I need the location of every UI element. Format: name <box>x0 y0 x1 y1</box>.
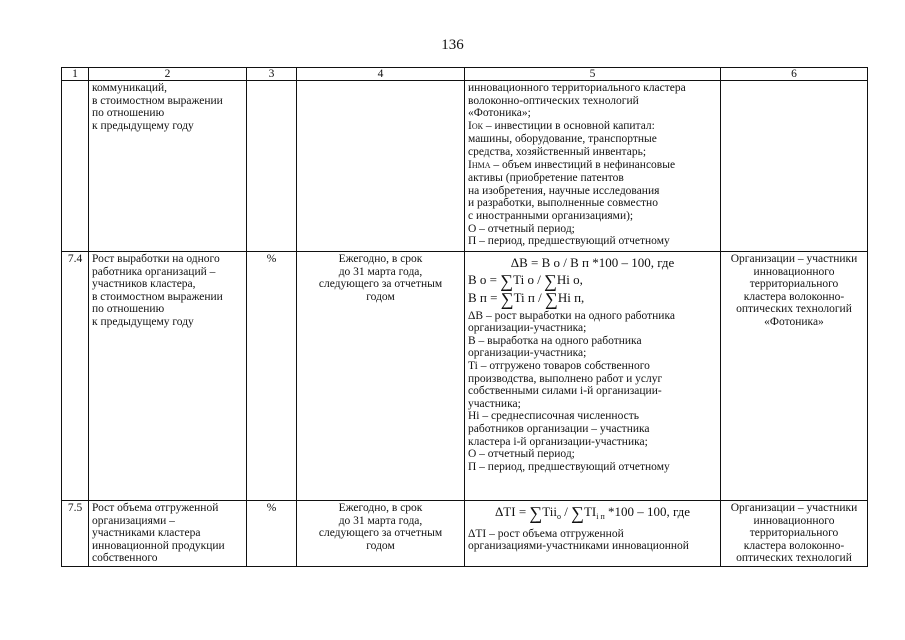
cell-unit: % <box>247 501 297 567</box>
cell-method: инновационного территориального кластера волоконно-оптических технологий «Фотоника»; IОК – инвестиции в основной капитал: машины, оборудование, транспортные средства, хозяйственный инвентарь; IНМА – объем инвестиций в нефинансовые активы (приобретение патентов на изобретения, научные исследования и разработки, выполненные совместно с иностранными организациями); О – отчетный период; П – период, предшествующий отчетному <box>465 81 721 252</box>
cell-unit: % <box>247 252 297 501</box>
ioc-definition: IОК – инвестиции в основной капитал: <box>468 119 655 132</box>
formula-output-current: В о = ∑Ti о / ∑Hi о, <box>468 270 583 291</box>
header-col-2: 2 <box>89 68 247 81</box>
cell-method: ΔВ = В о / В п *100 – 100, где В о = ∑Ti о / ∑Hi о, В п = ∑Ti п / ∑Hi п, ΔВ – рост выработки на одного работника организации-участника; В – выработка на одного работника организации-участника; Ti – отгружено товаров собственного производства, выполнено работ и услуг собственными силами i-й организации- участника; Hi – среднесписочная численность работников организации – участника кластера i-й организации-участника; О – отчетный период; П – период, предшествующий отчетному <box>465 252 721 501</box>
cell-responsible: Организации – участники инновационного территориального кластера волоконно- оптических технологий «Фотоника» <box>721 252 868 501</box>
formula-shipment-growth: $\Delta TI = \sum Tii_о / \sum TI_{i п}$ *100 – 100, где <box>494 503 691 523</box>
cell-indicator: Рост объема отгруженной организациями – участниками кластера инновационной продукции собственного <box>89 501 247 567</box>
cell-unit <box>247 81 297 252</box>
cell-deadline <box>297 81 465 252</box>
cell-responsible <box>721 81 868 252</box>
table-row-continued <box>62 81 868 252</box>
cell-num: 7.5 <box>62 501 89 567</box>
header-col-1: 1 <box>62 68 89 81</box>
cell-indicator: коммуникаций, в стоимостном выражении по отношению к предыдущему году <box>89 81 247 252</box>
table-header-row <box>62 68 868 81</box>
cell-indicator: Рост выработки на одного работника организаций – участников кластера, в стоимостном выражении по отношению к предыдущему году <box>89 252 247 501</box>
cell-method: $\Delta TI = \sum Tii_о / \sum TI_{i п}$ *100 – 100, где ΔTI – рост объема отгруженной организациями-участниками инновационной <box>465 501 721 567</box>
page-number: 136 <box>441 37 464 53</box>
cell-deadline: Ежегодно, в срок до 31 марта года, следующего за отчетным годом <box>297 501 465 567</box>
table-row-7-5 <box>62 501 868 567</box>
header-col-5: 5 <box>465 68 721 81</box>
header-col-4: 4 <box>297 68 465 81</box>
formula-growth: ΔВ = В о / В п *100 – 100, где <box>510 255 675 270</box>
header-col-6: 6 <box>721 68 868 81</box>
cell-responsible: Организации – участники инновационного территориального кластера волоконно- оптических технологий <box>721 501 868 567</box>
cell-deadline: Ежегодно, в срок до 31 марта года, следующего за отчетным годом <box>297 252 465 501</box>
inma-definition: IНМА – объем инвестиций в нефинансовые <box>468 158 676 171</box>
formula-output-previous: В п = ∑Ti п / ∑Hi п, <box>468 288 585 309</box>
cell-num <box>62 81 89 252</box>
indicators-table <box>61 67 868 567</box>
header-col-3: 3 <box>247 68 297 81</box>
cell-num: 7.4 <box>62 252 89 501</box>
table-row-7-4 <box>62 252 868 501</box>
